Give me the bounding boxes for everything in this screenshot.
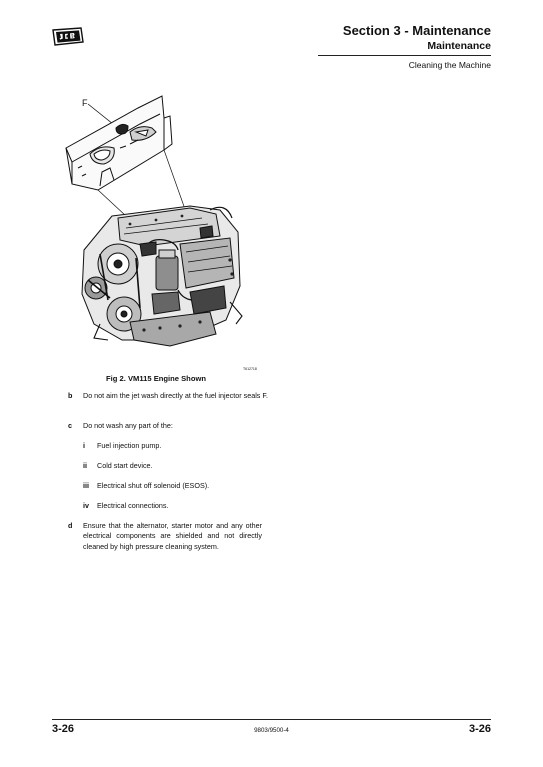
item-label: c	[68, 421, 72, 430]
item-label: iii	[83, 481, 89, 490]
footer-rule	[52, 719, 491, 720]
item-label: i	[83, 441, 85, 450]
document-number: 9803/9500-4	[254, 727, 289, 734]
item-text: Electrical connections.	[97, 501, 169, 510]
item-label: d	[68, 521, 73, 530]
item-text: Cold start device.	[97, 461, 153, 470]
item-text: Ensure that the alternator, starter motor and any other electrical components are shielded and not directly cleaned by high pressure cleaning system.	[83, 521, 262, 551]
item-label: iv	[83, 501, 89, 510]
header-rule	[318, 55, 491, 56]
item-text: Fuel injection pump.	[97, 441, 162, 450]
callout-label-f: F	[82, 98, 88, 108]
jcb-logo	[50, 27, 84, 46]
item-text: Do not aim the jet wash directly at the fuel injector seals F.	[83, 391, 268, 400]
item-label: b	[68, 391, 73, 400]
topic-title: Cleaning the Machine	[408, 60, 491, 70]
engine-illustration	[60, 88, 280, 368]
figure-code: T612718	[243, 367, 257, 371]
item-label: ii	[83, 461, 87, 470]
page-number-left: 3-26	[52, 723, 75, 735]
item-text: Do not wash any part of the:	[83, 421, 173, 430]
figure-caption: Fig 2. VM115 Engine Shown	[106, 374, 207, 383]
page-number-right: 3-26	[468, 723, 491, 735]
item-text: Electrical shut off solenoid (ESOS).	[97, 481, 210, 490]
subsection-title: Maintenance	[427, 40, 491, 52]
section-title: Section 3 - Maintenance	[342, 23, 491, 38]
